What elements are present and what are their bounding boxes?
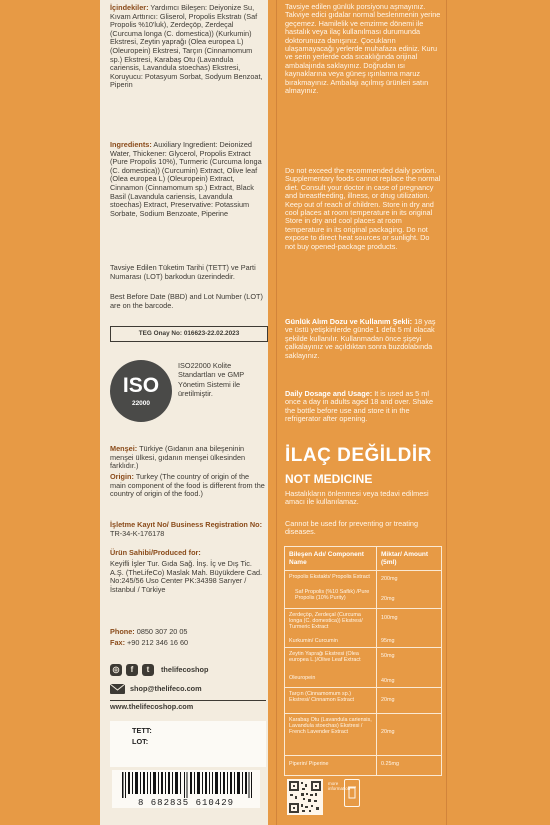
table-row-amount: 100mg bbox=[381, 615, 398, 621]
fold-line bbox=[276, 0, 277, 825]
iso-badge-text: ISO bbox=[122, 374, 160, 397]
table-row-amount: 95mg bbox=[381, 638, 395, 644]
table-row-amount: 20mg bbox=[381, 729, 395, 735]
table-column-divider bbox=[376, 547, 377, 775]
dosage-tr-text: 18 yaş ve üstü yetişkinlerde günde 1 defa 5 ml olacak şekilde kullanılır. Kullanmadan önce şişeyi çalkalayınız ve açıldıktan sonra buzdolabında saklayınız. bbox=[285, 317, 436, 360]
origin-en bbox=[110, 473, 265, 499]
business-registration bbox=[110, 521, 265, 538]
table-row-name: Kurkumin/ Curcumin bbox=[289, 638, 338, 644]
social-row bbox=[110, 662, 208, 678]
registration-value: TR-34-K-176178 bbox=[110, 528, 165, 538]
ingredients-tr-text: Yardımcı Bileşen: Deiyonize Su, Kıvam Arttırıcı: Gliserol, Propolis Ekstratı (Saf Propolis %10'luk), Zerdeçöp, Zerdeçal (Curcuma longa (C. domestica)) (Kurkumin) Ekstresi, Zeytin yaprağı (Olea europea L) (Oleuropein) Ekstresi, Tarçın (Cinnamomum sp.) Ekstresi, Karabaş Otu (Lavandula cariensis, Lavandula stoechas) Ekstresi, Koruyucu: Potasyum Sorbat, Sodyum Benzoat, Piperin bbox=[110, 3, 263, 90]
tett-label: TETT: bbox=[132, 726, 152, 735]
dosage-en-label: Daily Dosage and Usage: bbox=[285, 389, 373, 398]
table-rule bbox=[285, 755, 441, 756]
teg-approval: TEG Onay No: 016623-22.02.2023 bbox=[110, 326, 268, 342]
iso-badge-number: 22000 bbox=[131, 400, 151, 407]
table-row-name: Piperin/ Piperine bbox=[289, 761, 329, 767]
bbd-en: Best Before Date (BBD) and Lot Number (LOT) are on the barcode. bbox=[110, 292, 263, 310]
origin-tr-text: Türkiye (Gıdanın ana bileşeninin menşei ülkesi, gıdanın menşei ülkesinden farklıdır.) bbox=[110, 444, 246, 471]
ingredients-en bbox=[110, 141, 265, 218]
qr-code[interactable] bbox=[287, 779, 323, 815]
barcode-number: 8 682835 610429 bbox=[137, 798, 234, 808]
iso-22000-badge bbox=[110, 360, 172, 422]
dosage-en-text: It is used as 5 ml once a day in adults aged 18 and over. Shake the bottle before use and store it in the refrigerator after opening. bbox=[285, 389, 434, 424]
ingredients-tr bbox=[110, 4, 265, 90]
table-row-name: Saf Propolis (%10 Saflık) /Pure Propolis (10% Purity) bbox=[295, 589, 370, 602]
iso-statement: ISO22000 Kolite Standartları ve GMP Yönetim Sistemi ile üretilmiştir. bbox=[178, 361, 244, 399]
origin-en-text: Turkey (The country of origin of the main component of the food is different from the country of origin of the food.) bbox=[110, 472, 265, 499]
composition-table bbox=[284, 546, 442, 776]
table-header-component: Bileşen Adı/ Component Name bbox=[289, 551, 364, 566]
table-row-amount: 0.25mg bbox=[381, 761, 399, 767]
table-row-amount: 40mg bbox=[381, 678, 395, 684]
table-row-amount: 200mg bbox=[381, 576, 398, 582]
qr-pattern bbox=[287, 779, 323, 815]
envelope-icon bbox=[110, 684, 125, 694]
dosage-tr bbox=[285, 318, 441, 360]
table-row-amount: 20mg bbox=[381, 596, 395, 602]
bin-shape bbox=[345, 780, 359, 806]
fold-line bbox=[446, 0, 447, 825]
facebook-icon[interactable]: f bbox=[126, 664, 138, 676]
social-handle[interactable]: thelifecoshop bbox=[161, 664, 209, 674]
dosage-en bbox=[285, 390, 441, 424]
recycle-bin-icon bbox=[344, 779, 360, 807]
ingredients-tr-label: İçindekiler: bbox=[110, 3, 149, 12]
phone-label: Phone: bbox=[110, 627, 135, 636]
table-header-amount: Miktar/ Amount (5ml) bbox=[381, 551, 429, 566]
table-row-amount: 50mg bbox=[381, 653, 395, 659]
owner-address: Keyifli İşler Tur. Gıda Sağ. İnş. İç ve Dış Tic. A.Ş. (TheLifeCo) Maslak Mah. Büyükdere Cad. No:245/56 Uso Center PK:34398 Sarıyer / İstanbul / Türkiye bbox=[110, 559, 263, 594]
barcode bbox=[112, 770, 260, 808]
divider bbox=[110, 700, 266, 701]
qr-caption: more information bbox=[328, 781, 351, 792]
email-row bbox=[110, 684, 202, 694]
email-address[interactable]: shop@thelifeco.com bbox=[130, 683, 202, 693]
origin-tr bbox=[110, 445, 265, 471]
table-row-name: Zerdeçöp, Zerdeçal (Curcuma longa (C. domestica)) Ekstresi/ Turmeric Extract bbox=[289, 612, 363, 631]
dosage-tr-label: Günlük Alım Dozu ve Kullanım Şekli: bbox=[285, 317, 413, 326]
table-row-name: Tarçın (Cinnamomum sp.) Ekstresi/ Cinnamon Extract bbox=[289, 691, 355, 704]
table-rule bbox=[285, 570, 441, 571]
phone-line bbox=[110, 628, 265, 637]
fax-value: +90 212 346 16 60 bbox=[125, 638, 189, 647]
table-rule bbox=[285, 647, 441, 648]
disease-en: Cannot be used for preventing or treating diseases. bbox=[285, 519, 419, 537]
website-link[interactable]: www.thelifecoshop.com bbox=[110, 702, 194, 711]
not-medicine-en: NOT MEDICINE bbox=[285, 472, 373, 486]
warnings-tr: Tavsiye edilen günlük porsiyonu aşmayınız. Takviye edici gıdalar normal beslenmenin yerine geçemez. Hamilelik ve emzirme dönemi ile hastalık veya ilaç kullanılması durumunda doktorunuza danışınız. Çocukların ulaşamayacağı yerlerde muhafaza ediniz. Kuru ve serin yerlerde oda sıcaklığında orijinal ambalajında saklayınız. Doğrudan ısı kaynaklarına veya güneş ışınlarına maruz bırakmayınız. Ambalajı açılmış ürünleri satın almayınız. bbox=[285, 2, 441, 96]
ingredients-en-label: Ingredients: bbox=[110, 140, 152, 149]
lot-label: LOT: bbox=[132, 737, 149, 746]
table-row-name: Karabaş Otu (Lavandula cariensis, Lavandula stoechas) Ekstresi / French Lavender Extract bbox=[289, 717, 372, 736]
owner-heading: Ürün Sahibi/Produced for: bbox=[110, 548, 201, 557]
barcode-bars bbox=[122, 772, 252, 798]
table-rule bbox=[285, 608, 441, 609]
bbd-tr: Tavsiye Edilen Tüketim Tarihi (TETT) ve Parti Numarası (LOT) barkodun üzerindedir. bbox=[110, 263, 256, 281]
ingredients-en-text: Auxiliary Ingredient: Deionized Water, Thickener: Glycerol, Propolis Extract (Pure Propolis 10%), Turmeric (Curcuma longa (C. domestica)) (Curcumin) Extract, Olive leaf (Olea europea L) (Oleuropein) Extract, Cinnamon (Cinnamomum sp.) Extract, Black Basil (Lavandula cariensis, Lavandula stoechas) Extract, Preservative: Potassium Sorbate, Sodium Benzoate, Piperine bbox=[110, 140, 262, 218]
twitter-icon[interactable]: t bbox=[142, 664, 154, 676]
table-rule bbox=[285, 687, 441, 688]
table-row-name: Propolis Ekstaktı/ Propolis Extract bbox=[289, 574, 370, 580]
table-row-name: Zeytin Yaprağı Ekstresi (Olea europea L.)/Olive Leaf Extract bbox=[289, 651, 361, 664]
registration-label: İşletme Kayıt No/ Business Registration No: bbox=[110, 520, 263, 529]
table-row-name: Oleuropein bbox=[289, 675, 316, 681]
table-row-amount: 20mg bbox=[381, 697, 395, 703]
disease-tr: Hastalıkların önlenmesi veya tedavi edilmesi amacı ile kullanılamaz. bbox=[285, 489, 429, 507]
instagram-icon[interactable]: ◎ bbox=[110, 664, 122, 676]
table-rule bbox=[285, 713, 441, 714]
owner-label bbox=[110, 549, 265, 558]
fax-label: Fax: bbox=[110, 638, 126, 647]
fax-line bbox=[110, 639, 265, 648]
warnings-en: Do not exceed the recommended daily portion. Supplementary foods cannot replace the normal diet. Consult your doctor in case of pregnancy and breastfeeding, illness, or drug utilization. Keep out of reach of children. Store in dry and cool places at room temperature in its original Store in dry and cool places at room temperature in its original packaging. Do not expose to direct heat sources or sunlight. Do not buy opened-package products. bbox=[285, 166, 441, 251]
tett-lot-box bbox=[110, 721, 266, 767]
not-medicine-tr: İLAÇ DEĞİLDİR bbox=[285, 445, 432, 466]
phone-value: 0850 307 20 05 bbox=[134, 627, 188, 636]
origin-tr-label: Menşei: bbox=[110, 444, 138, 453]
origin-en-label: Origin: bbox=[110, 472, 134, 481]
